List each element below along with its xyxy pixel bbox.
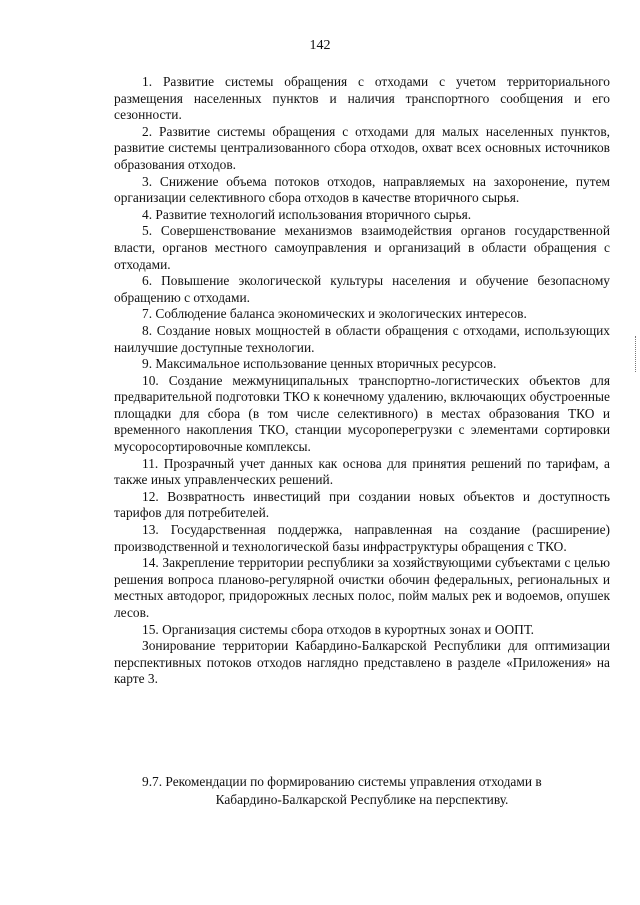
list-item-12: 12. Возвратность инвестиций при создании новых объектов и доступность тарифов для потребителей. <box>114 488 610 521</box>
section-heading-line-2: Кабардино-Балкарской Республике на перспективу. <box>215 792 509 807</box>
scan-margin-mark <box>635 336 638 372</box>
list-item-5: 5. Совершенствование механизмов взаимодействия органов государственной власти, органов местного самоуправления и организаций в области обращения с отходами. <box>114 223 610 272</box>
zoning-paragraph: Зонирование территории Кабардино-Балкарской Республики для оптимизации перспективных потоков отходов наглядно представлено в разделе «Приложения» на карте 3. <box>114 638 610 687</box>
list-item-3: 3. Снижение объема потоков отходов, направляемых на захоронение, путем организации селективного сбора отходов в качестве вторичного сырья. <box>114 173 610 206</box>
list-item-6: 6. Повышение экологической культуры населения и обучение безопасному обращению с отходами. <box>114 273 610 305</box>
list-item-4: 4. Развитие технологий использования вторичного сырья. <box>142 206 472 222</box>
list-item-15: 15. Организация системы сбора отходов в курортных зонах и ООПТ. <box>142 621 535 637</box>
list-item-13: 13. Государственная поддержка, направленная на создание (расширение) производственной и технологической базы инфраструктуры обращения с ТКО. <box>114 522 610 554</box>
list-item-7: 7. Соблюдение баланса экономических и экологических интересов. <box>142 306 527 322</box>
list-item-9: 9. Максимальное использование ценных вторичных ресурсов. <box>142 356 497 372</box>
list-item-2: 2. Развитие системы обращения с отходами для малых населенных пунктов, развитие системы централизованного сбора отходов, охват всех основных источников образования отходов. <box>114 123 610 172</box>
list-item-1: 1. Развитие системы обращения с отходами с учетом территориального размещения населенных пунктов и наличия транспортного сообщения и его сезонности. <box>114 74 610 123</box>
list-item-10: 10. Создание межмуниципальных транспортно-логистических объектов для предварительной подготовки ТКО к конечному удалению, включающих обустроенные площадки для сбора (в том числе селективного) в местах образования ТКО и временного накопления ТКО, станции мусороперегрузки с элементами сортировки мусоросортировочные комплексы. <box>114 372 610 455</box>
list-item-11: 11. Прозрачный учет данных как основа для принятия решений по тарифам, а также иных управленческих решений. <box>114 455 610 488</box>
page-number: 142 <box>309 38 331 53</box>
section-heading-line-1: 9.7. Рекомендации по формированию системы управления отходами в <box>142 774 542 789</box>
body-text <box>114 74 610 688</box>
section-heading <box>114 773 610 809</box>
list-item-8: 8. Создание новых мощностей в области обращения с отходами, использующих наилучшие доступные технологии. <box>114 322 610 355</box>
list-item-14: 14. Закрепление территории республики за хозяйствующими субъектами с целью решения вопроса планово-регулярной очистки обочин федеральных, региональных и местных автодорог, придорожных лесных полос, пойм малых рек и водоемов, опушек лесов. <box>114 555 610 620</box>
